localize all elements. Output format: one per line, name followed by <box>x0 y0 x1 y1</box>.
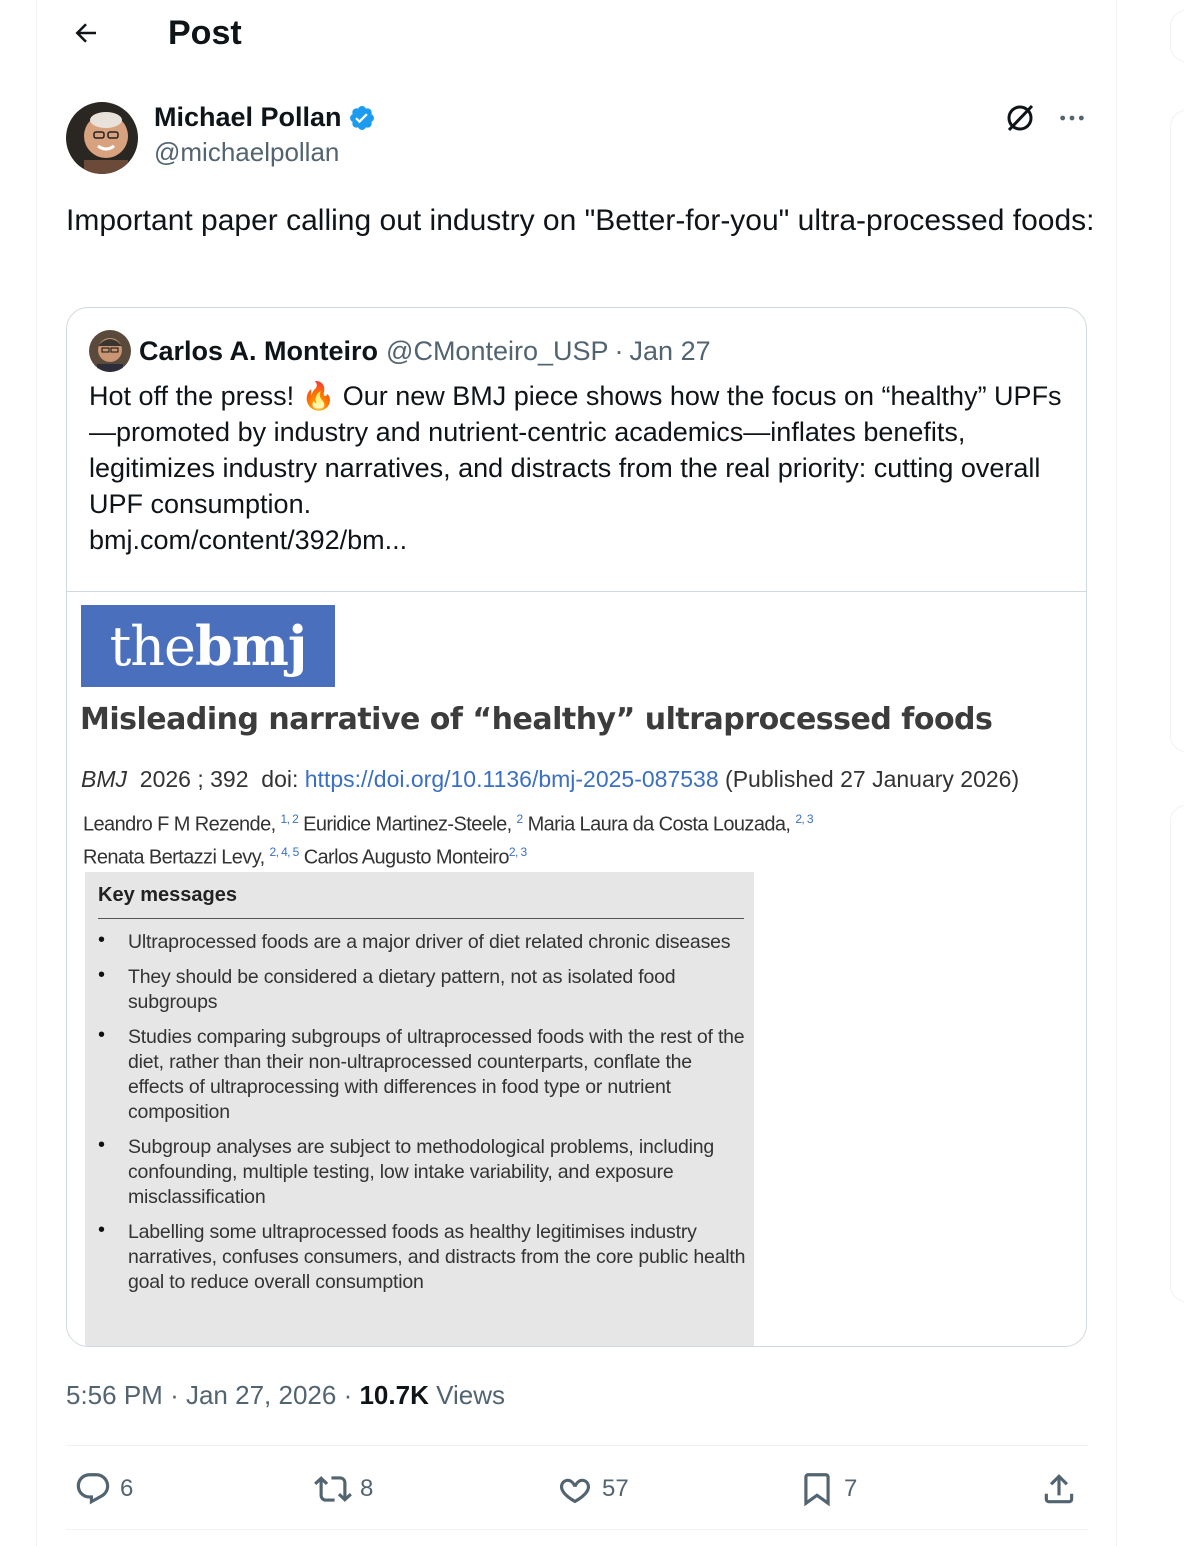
page-title: Post <box>168 13 242 52</box>
sidebar-search-edge[interactable] <box>1170 10 1184 62</box>
bookmark-count: 7 <box>844 1475 858 1502</box>
share-button[interactable] <box>1040 1465 1078 1513</box>
post-time[interactable]: 5:56 PM <box>66 1380 163 1410</box>
published-date: (Published 27 January 2026) <box>725 766 1020 792</box>
sidebar-card-edge <box>1170 110 1184 752</box>
key-message-item: • They should be considered a dietary pattern, not as isolated food subgroups <box>98 965 748 1015</box>
author-3: Maria Laura da Costa Louzada, <box>527 813 791 836</box>
author-4-affil: 2, 4, 5 <box>269 844 299 859</box>
key-messages-title: Key messages <box>98 884 237 906</box>
quote-text-part-2: Our new BMJ piece shows how the focus on “healthy” UPFs—promoted by industry and nutrient-centric academics—inflates benefits, legitimizes industry narratives, and distracts from the real priority: cutting overall UPF consumption. <box>89 381 1062 519</box>
avatar[interactable] <box>66 102 138 174</box>
post-timestamp <box>66 1380 505 1411</box>
bmj-logo-bmj: bmj <box>195 614 307 678</box>
post-top-actions <box>1002 100 1088 136</box>
reply-icon <box>74 1470 112 1508</box>
sidebar-card-edge-2 <box>1170 805 1184 1302</box>
author-handle[interactable]: @michaelpollan <box>154 137 340 167</box>
bookmark-button[interactable] <box>798 1465 857 1513</box>
bmj-logo-the: the <box>109 614 195 678</box>
repost-icon <box>314 1470 352 1508</box>
article-citation <box>81 766 1019 793</box>
post-author <box>66 102 376 174</box>
key-messages-list <box>98 930 748 1305</box>
quote-link[interactable]: bmj.com/content/392/bm... <box>89 525 408 555</box>
grok-icon <box>1002 100 1038 136</box>
repost-count: 8 <box>360 1475 374 1502</box>
fire-emoji-icon: 🔥 <box>301 381 336 411</box>
key-messages-rule <box>98 918 744 919</box>
column-border-left <box>36 0 37 1546</box>
timestamp-separator: · <box>170 1380 179 1410</box>
share-icon <box>1040 1470 1078 1508</box>
quote-separator: · <box>614 335 624 366</box>
bmj-logo <box>81 605 335 687</box>
views-count: 10.7K <box>359 1380 429 1410</box>
article-authors <box>83 806 813 871</box>
bookmark-icon <box>798 1470 836 1508</box>
author-name[interactable]: Michael Pollan <box>154 102 342 132</box>
quote-text <box>89 378 1069 558</box>
doi-link: https://doi.org/10.1136/bmj-2025-087538 <box>304 766 719 792</box>
repost-button[interactable] <box>314 1465 373 1513</box>
actions-divider-bottom <box>66 1529 1088 1530</box>
author-5: Carlos Augusto Monteiro <box>303 846 509 869</box>
quoted-post[interactable] <box>66 307 1087 1347</box>
key-message-item: • Ultraprocessed foods are a major driver of diet related chronic diseases <box>98 930 748 955</box>
year-volume: 2026 ; 392 <box>139 766 249 792</box>
author-1: Leandro F M Rezende, <box>83 813 276 836</box>
reply-count: 6 <box>120 1475 134 1502</box>
quote-header <box>89 330 711 372</box>
column-border-right <box>1116 0 1117 1546</box>
quote-date: Jan 27 <box>629 335 711 366</box>
more-horizontal-icon <box>1056 102 1088 134</box>
post-header <box>66 0 242 66</box>
journal-name: BMJ <box>81 766 127 792</box>
verified-badge-icon[interactable] <box>348 104 376 132</box>
back-button[interactable] <box>66 13 106 53</box>
quote-author-handle: @CMonteiro_USP <box>386 335 609 366</box>
author-3-affil: 2, 3 <box>795 812 813 826</box>
key-message-item: • Labelling some ultraprocessed foods as healthy legitimises industry narratives, confuses consumers, and distracts from the core public health goal to reduce overall consumption <box>98 1220 748 1295</box>
author-4: Renata Bertazzi Levy, <box>83 846 265 869</box>
quote-media-image[interactable] <box>67 592 1086 1346</box>
like-count: 57 <box>602 1475 629 1502</box>
quote-author-name: Carlos A. Monteiro <box>139 335 379 366</box>
actions-divider-top <box>66 1445 1088 1446</box>
article-title: Misleading narrative of “healthy” ultraprocessed foods <box>80 702 993 737</box>
quote-text-part-1: Hot off the press! <box>89 381 302 411</box>
author-1-affil: 1, 2 <box>280 812 299 826</box>
author-2-affil: 2 <box>516 812 523 826</box>
reply-button[interactable] <box>74 1465 133 1513</box>
grok-button[interactable] <box>1002 100 1038 136</box>
post-actions-bar <box>66 1465 1088 1513</box>
key-message-item: • Subgroup analyses are subject to methodological problems, including confounding, multiple testing, low intake variability, and exposure misclassification <box>98 1135 748 1210</box>
key-messages-box <box>85 872 754 1346</box>
post-date[interactable]: Jan 27, 2026 <box>185 1380 337 1410</box>
like-button[interactable] <box>556 1465 629 1513</box>
more-options-button[interactable] <box>1056 102 1088 134</box>
quote-avatar <box>89 330 131 372</box>
views-label: Views <box>436 1380 505 1410</box>
post-text: Important paper calling out industry on "Better-for-you" ultra-processed foods: <box>66 204 1095 237</box>
author-5-affil: 2, 3 <box>508 844 527 859</box>
key-message-item: • Studies comparing subgroups of ultraprocessed foods with the rest of the diet, rather than their non-ultraprocessed counterparts, conflate the effects of ultraprocessing with differences in food type or nutrient composition <box>98 1025 748 1125</box>
timestamp-separator-2: · <box>343 1380 353 1410</box>
arrow-left-icon <box>71 18 101 48</box>
heart-icon <box>556 1470 594 1508</box>
author-2: Euridice Martinez-Steele, <box>303 813 512 836</box>
doi-label: doi: <box>261 766 299 792</box>
